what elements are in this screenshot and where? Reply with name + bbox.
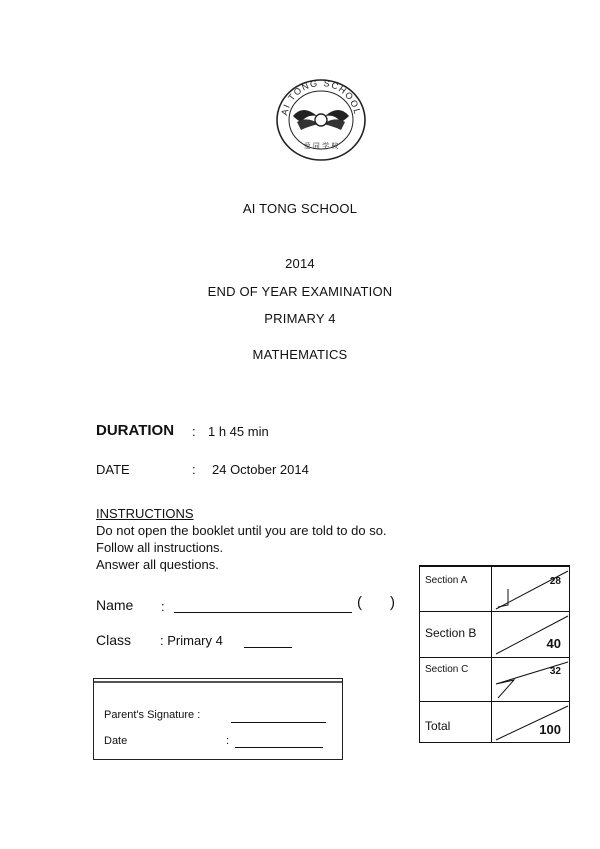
date-colon: : — [192, 462, 196, 477]
svg-text:AI TONG SCHOOL: AI TONG SCHOOL — [279, 77, 363, 117]
name-colon: : — [161, 599, 165, 614]
marks-slash-icon — [492, 612, 570, 658]
section-label: Total — [425, 719, 451, 733]
instructions-heading: INSTRUCTIONS — [96, 506, 194, 521]
parent-signature-label: Parent's Signature : — [104, 709, 201, 721]
parent-signature-line[interactable] — [231, 709, 326, 723]
class-value: : Primary 4 — [160, 633, 223, 648]
svg-text:爱 同 学 校: 爱 同 学 校 — [303, 142, 339, 150]
name-input-line[interactable] — [174, 599, 352, 613]
score-row-section-a — [420, 566, 569, 612]
class-input-line[interactable] — [244, 634, 292, 648]
exam-title: END OF YEAR EXAMINATION — [207, 284, 393, 299]
school-logo — [273, 76, 369, 162]
parent-date-label: Date — [104, 735, 128, 747]
section-marks: 100 — [539, 722, 561, 737]
parent-signature-box — [93, 678, 343, 760]
date-value: 24 October 2014 — [212, 462, 309, 477]
exam-subject: MATHEMATICS — [252, 347, 348, 362]
register-open-paren: ( — [357, 594, 362, 611]
exam-year: 2014 — [285, 256, 315, 271]
school-name: AI TONG SCHOOL — [242, 201, 358, 216]
parent-date-line[interactable] — [235, 734, 323, 748]
marks-slash-icon — [492, 658, 570, 702]
class-label: Class — [96, 632, 132, 648]
section-label: Section A — [425, 575, 468, 586]
section-label: Section C — [425, 664, 469, 675]
marks-slash-icon — [492, 567, 570, 612]
instruction-line: Follow all instructions. — [96, 540, 224, 555]
register-close-paren: ) — [390, 594, 395, 611]
score-row-section-c — [420, 657, 569, 702]
score-table — [419, 565, 570, 743]
section-label: Section B — [425, 626, 477, 640]
duration-label: DURATION — [96, 422, 175, 439]
section-marks: 28 — [549, 576, 561, 587]
exam-level: PRIMARY 4 — [264, 311, 336, 326]
duration-colon: : — [192, 424, 196, 439]
instruction-line: Answer all questions. — [96, 557, 219, 572]
score-row-total — [420, 701, 569, 745]
score-row-section-b — [420, 611, 569, 658]
section-marks: 32 — [549, 666, 561, 677]
parent-date-colon: : — [226, 735, 230, 747]
date-label: DATE — [96, 462, 130, 477]
section-marks: 40 — [546, 636, 561, 651]
name-label: Name — [96, 597, 134, 613]
instruction-line: Do not open the booklet until you are told to do so. — [96, 523, 387, 538]
school-crest-icon — [273, 76, 369, 162]
duration-value: 1 h 45 min — [208, 424, 269, 439]
